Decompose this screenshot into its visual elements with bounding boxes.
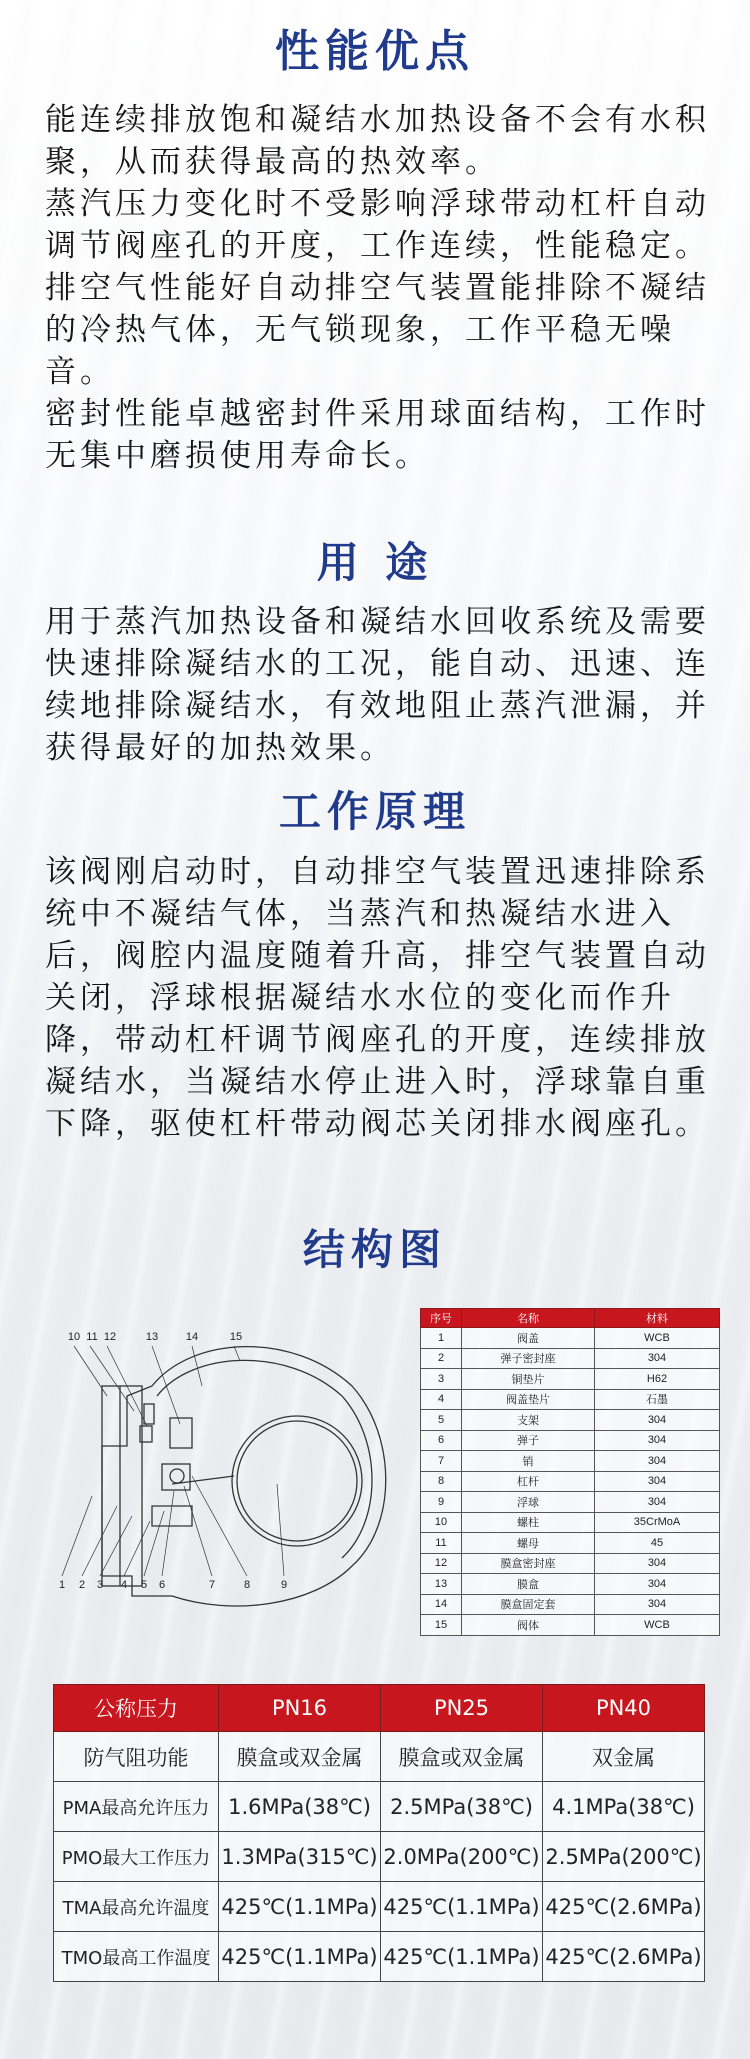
table-row bbox=[421, 1328, 720, 1349]
spec-row-label: TMO最高工作温度 bbox=[54, 1932, 219, 1982]
parts-cell: 销 bbox=[462, 1451, 595, 1472]
principle-title: 工作原理 bbox=[278, 787, 471, 836]
parts-cell: 304 bbox=[595, 1492, 720, 1513]
parts-cell: 5 bbox=[421, 1410, 462, 1431]
spec-header-pn16: PN16 bbox=[219, 1685, 381, 1732]
parts-table bbox=[420, 1308, 720, 1636]
spec-row-label: 防气阻功能 bbox=[54, 1732, 219, 1782]
parts-cell: 12 bbox=[421, 1553, 462, 1574]
structure-title: 结构图 bbox=[302, 1225, 447, 1274]
parts-cell: 304 bbox=[595, 1574, 720, 1595]
table-row bbox=[421, 1615, 720, 1636]
principle-text: 该阀刚启动时，自动排空气装置迅速排除系统中不凝结气体，当蒸汽和热凝结水进入后，阀腔内温度随着升高，排空气装置自动关闭，浮球根据凝结水水位的变化而作升降，带动杠杆调节阀座孔的开度，连续排放凝结水，当凝结水停止进入时，浮球靠自重下降，驱使杠杆带动阀芯关闭排水阀座孔。 bbox=[45, 854, 710, 1142]
diagram-label-12: 12 bbox=[103, 1331, 117, 1343]
performance-title: 性能优点 bbox=[275, 26, 475, 77]
diagram-label-9: 9 bbox=[280, 1579, 288, 1591]
diagram-label-4: 4 bbox=[120, 1579, 128, 1591]
parts-cell: 铜垫片 bbox=[462, 1369, 595, 1390]
table-row bbox=[421, 1451, 720, 1472]
spec-table bbox=[53, 1684, 705, 1982]
table-row bbox=[421, 1348, 720, 1369]
table-row bbox=[54, 1832, 705, 1882]
spec-row-label: PMO最大工作压力 bbox=[54, 1832, 219, 1882]
parts-cell: 13 bbox=[421, 1574, 462, 1595]
diagram-label-7: 7 bbox=[208, 1579, 216, 1591]
diagram-label-1: 1 bbox=[58, 1579, 66, 1591]
spec-cell: 2.5MPa(38℃) bbox=[381, 1782, 543, 1832]
spec-cell: 2.0MPa(200℃) bbox=[381, 1832, 543, 1882]
parts-header-material: 材料 bbox=[595, 1309, 720, 1328]
spec-cell: 1.3MPa(315℃) bbox=[219, 1832, 381, 1882]
spec-header-nominal-pressure: 公称压力 bbox=[54, 1685, 219, 1732]
parts-cell: 304 bbox=[595, 1553, 720, 1574]
table-row bbox=[421, 1410, 720, 1431]
parts-header-row bbox=[421, 1309, 720, 1328]
parts-cell: 11 bbox=[421, 1533, 462, 1554]
parts-cell: 阀体 bbox=[462, 1615, 595, 1636]
parts-cell: 35CrMoA bbox=[595, 1512, 720, 1533]
parts-cell: 7 bbox=[421, 1451, 462, 1472]
parts-cell: 石墨 bbox=[595, 1389, 720, 1410]
diagram-label-2: 2 bbox=[78, 1579, 86, 1591]
parts-cell: 304 bbox=[595, 1451, 720, 1472]
parts-cell: 弹子密封座 bbox=[462, 1348, 595, 1369]
parts-cell: 304 bbox=[595, 1348, 720, 1369]
table-row bbox=[54, 1782, 705, 1832]
parts-cell: 304 bbox=[595, 1430, 720, 1451]
table-row bbox=[421, 1574, 720, 1595]
spec-cell: 425℃(1.1MPa) bbox=[219, 1932, 381, 1982]
table-row bbox=[421, 1512, 720, 1533]
performance-paragraph-3: 排空气性能好自动排空气装置能排除不凝结的冷热气体，无气锁现象，工作平稳无噪音。 bbox=[45, 270, 710, 390]
table-row bbox=[54, 1882, 705, 1932]
performance-paragraph-4: 密封性能卓越密封件采用球面结构，工作时无集中磨损使用寿命长。 bbox=[45, 396, 710, 474]
table-row bbox=[54, 1932, 705, 1982]
spec-cell: 双金属 bbox=[543, 1732, 705, 1782]
structure-diagram bbox=[52, 1326, 392, 1626]
parts-cell: 14 bbox=[421, 1594, 462, 1615]
table-row bbox=[421, 1594, 720, 1615]
parts-cell: 9 bbox=[421, 1492, 462, 1513]
parts-header-name: 名称 bbox=[462, 1309, 595, 1328]
performance-paragraph-2: 蒸汽压力变化时不受影响浮球带动杠杆自动调节阀座孔的开度，工作连续，性能稳定。 bbox=[45, 186, 710, 264]
table-row bbox=[421, 1430, 720, 1451]
diagram-label-5: 5 bbox=[140, 1579, 148, 1591]
spec-cell: 膜盒或双金属 bbox=[381, 1732, 543, 1782]
diagram-label-14: 14 bbox=[185, 1331, 199, 1343]
spec-cell: 4.1MPa(38℃) bbox=[543, 1782, 705, 1832]
diagram-label-11: 11 bbox=[86, 1331, 98, 1343]
spec-row-label: PMA最高允许压力 bbox=[54, 1782, 219, 1832]
parts-cell: 膜盒 bbox=[462, 1574, 595, 1595]
parts-cell: 10 bbox=[421, 1512, 462, 1533]
parts-cell: 8 bbox=[421, 1471, 462, 1492]
table-row bbox=[421, 1553, 720, 1574]
parts-cell: 阀盖垫片 bbox=[462, 1389, 595, 1410]
parts-cell: WCB bbox=[595, 1615, 720, 1636]
table-row bbox=[54, 1732, 705, 1782]
table-row bbox=[421, 1389, 720, 1410]
performance-paragraph-1: 能连续排放饱和凝结水加热设备不会有水积聚，从而获得最高的热效率。 bbox=[45, 102, 710, 180]
parts-cell: 2 bbox=[421, 1348, 462, 1369]
parts-cell: H62 bbox=[595, 1369, 720, 1390]
parts-cell: 杠杆 bbox=[462, 1471, 595, 1492]
parts-cell: 15 bbox=[421, 1615, 462, 1636]
parts-cell: 304 bbox=[595, 1594, 720, 1615]
table-row bbox=[421, 1533, 720, 1554]
spec-cell: 膜盒或双金属 bbox=[219, 1732, 381, 1782]
table-row bbox=[421, 1369, 720, 1390]
diagram-label-6: 6 bbox=[158, 1579, 166, 1591]
spec-cell: 425℃(1.1MPa) bbox=[381, 1932, 543, 1982]
parts-cell: 螺柱 bbox=[462, 1512, 595, 1533]
parts-cell: 螺母 bbox=[462, 1533, 595, 1554]
spec-cell: 1.6MPa(38℃) bbox=[219, 1782, 381, 1832]
spec-header-pn40: PN40 bbox=[543, 1685, 705, 1732]
usage-text: 用于蒸汽加热设备和凝结水回收系统及需要快速排除凝结水的工况，能自动、迅速、连续地排除凝结水，有效地阻止蒸汽泄漏，并获得最好的加热效果。 bbox=[45, 604, 710, 766]
spec-cell: 425℃(1.1MPa) bbox=[219, 1882, 381, 1932]
table-row bbox=[421, 1471, 720, 1492]
parts-cell: 3 bbox=[421, 1369, 462, 1390]
parts-cell: 膜盒固定套 bbox=[462, 1594, 595, 1615]
spec-cell: 425℃(2.6MPa) bbox=[543, 1882, 705, 1932]
parts-cell: WCB bbox=[595, 1328, 720, 1349]
spec-cell: 425℃(1.1MPa) bbox=[381, 1882, 543, 1932]
spec-header-pn25: PN25 bbox=[381, 1685, 543, 1732]
parts-cell: 1 bbox=[421, 1328, 462, 1349]
spec-header-row bbox=[54, 1685, 705, 1732]
parts-header-index: 序号 bbox=[421, 1309, 462, 1328]
parts-cell: 6 bbox=[421, 1430, 462, 1451]
diagram-label-10: 10 bbox=[67, 1331, 81, 1343]
parts-cell: 304 bbox=[595, 1410, 720, 1431]
parts-cell: 阀盖 bbox=[462, 1328, 595, 1349]
spec-row-label: TMA最高允许温度 bbox=[54, 1882, 219, 1932]
parts-cell: 支架 bbox=[462, 1410, 595, 1431]
parts-cell: 弹子 bbox=[462, 1430, 595, 1451]
diagram-label-15: 15 bbox=[229, 1331, 243, 1343]
parts-cell: 4 bbox=[421, 1389, 462, 1410]
diagram-label-3: 3 bbox=[96, 1579, 104, 1591]
parts-cell: 膜盒密封座 bbox=[462, 1553, 595, 1574]
usage-title: 用 途 bbox=[316, 538, 434, 587]
diagram-label-13: 13 bbox=[145, 1331, 159, 1343]
parts-cell: 304 bbox=[595, 1471, 720, 1492]
performance-text bbox=[45, 99, 730, 477]
spec-cell: 425℃(2.6MPa) bbox=[543, 1932, 705, 1982]
parts-cell: 浮球 bbox=[462, 1492, 595, 1513]
parts-cell: 45 bbox=[595, 1533, 720, 1554]
table-row bbox=[421, 1492, 720, 1513]
spec-cell: 2.5MPa(200℃) bbox=[543, 1832, 705, 1882]
diagram-label-8: 8 bbox=[243, 1579, 251, 1591]
